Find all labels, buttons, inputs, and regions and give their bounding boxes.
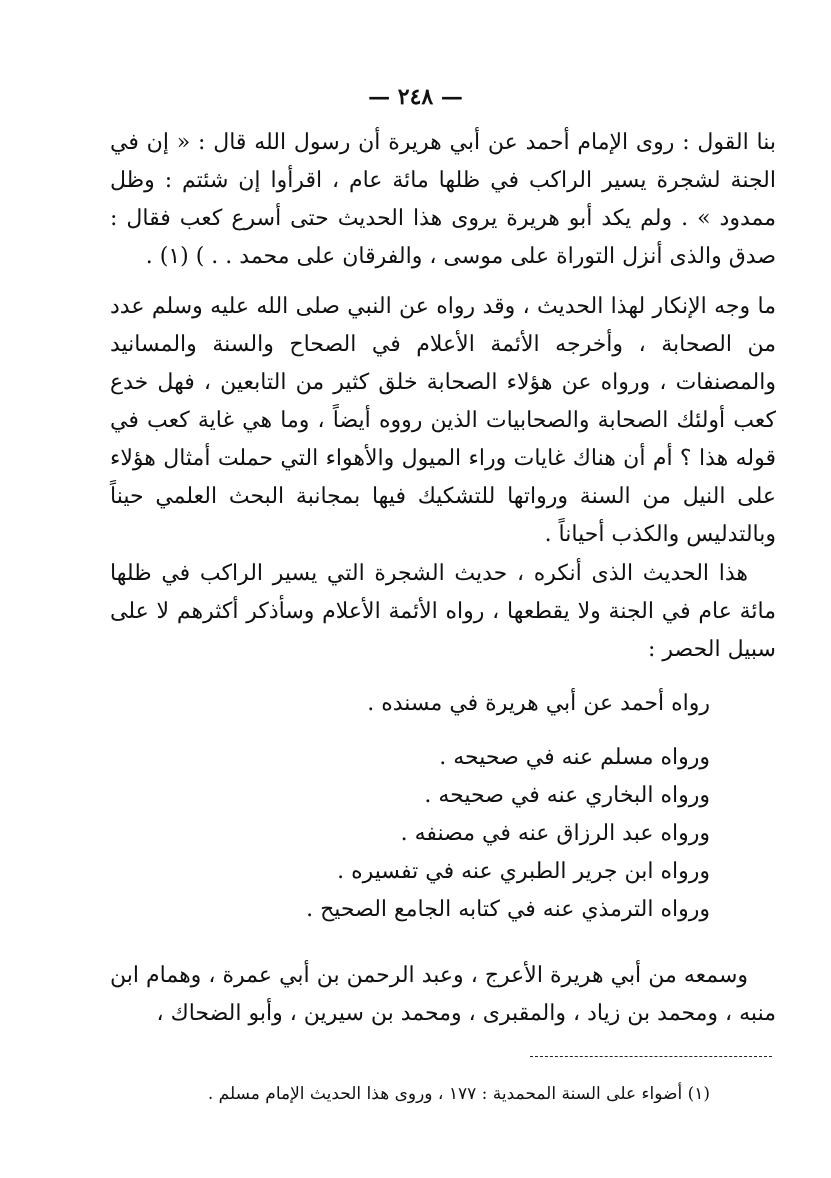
footnote: (١) أضواء على السنة المحمدية : ١٧٧ ، وروى هذا الحديث الإمام مسلم . <box>207 1084 710 1104</box>
paragraph-hadith-intro: بنا القول : روى الإمام أحمد عن أبي هريرة أن رسول الله قال : « إن في الجنة لشجرة يسير الراكب في ظلها مائة عام ، اقرأوا إن شئتم : وظل ممدود » . ولم يكد أبو هريرة يروى هذا الحديث حتى أسرع كعب فقال : صدق والذى أنزل التوراة على موسى ، والفرقان على محمد . . ) (١) . <box>110 130 776 269</box>
paragraph-tree-hadith: هذا الحديث الذى أنكره ، حديث الشجرة التي يسير الراكب في ظلها مائة عام في الجنة ولا يقطعها ، رواه الأئمة الأعلام وسأذكر أكثرهم لا على سبيل الحصر : <box>110 561 776 662</box>
narration-line: ورواه عبد الرزاق عنه في مصنفه . <box>400 821 710 846</box>
footnote-divider <box>530 1056 772 1057</box>
narrations-list <box>110 685 710 929</box>
paragraph-listeners: وسمعه من أبي هريرة الأعرج ، وعبد الرحمن بن أبي عمرة ، وهمام ابن منبه ، ومحمد بن زياد ، والمقبرى ، ومحمد بن سيرين ، وأبو الضحاك ، <box>110 963 776 1026</box>
narration-line: ورواه مسلم عنه في صحيحه . <box>439 745 710 770</box>
page-number: — ٢٤٨ — <box>368 84 463 110</box>
narration-line: رواه أحمد عن أبي هريرة في مسنده . <box>367 691 710 716</box>
paragraph-denial-question: ما وجه الإنكار لهذا الحديث ، وقد رواه عن النبي صلى الله عليه وسلم عدد من الصحابة ، وأخرجه الأئمة الأعلام في الصحاح والسنة والمسانيد والمصنفات ، ورواه عن هؤلاء الصحابة خلق كثير من التابعين ، فهل خدع كعب أولئك الصحابة والصحابيات الذين رووه أيضاً ، وما هي غاية كعب في قوله هذا ؟ أم أن هناك غايات وراء الميول والأهواء التي حملت أمثال هؤلاء على النيل من السنة ورواتها للتشكيك فيها بمجانبة البحث العلمي حيناً وبالتدليس والكذب أحياناً . <box>110 294 776 547</box>
narration-line: ورواه البخاري عنه في صحيحه . <box>424 783 710 808</box>
narration-line: ورواه الترمذي عنه في كتابه الجامع الصحيح . <box>306 897 710 922</box>
narration-line: ورواه ابن جرير الطبري عنه في تفسيره . <box>337 859 710 884</box>
